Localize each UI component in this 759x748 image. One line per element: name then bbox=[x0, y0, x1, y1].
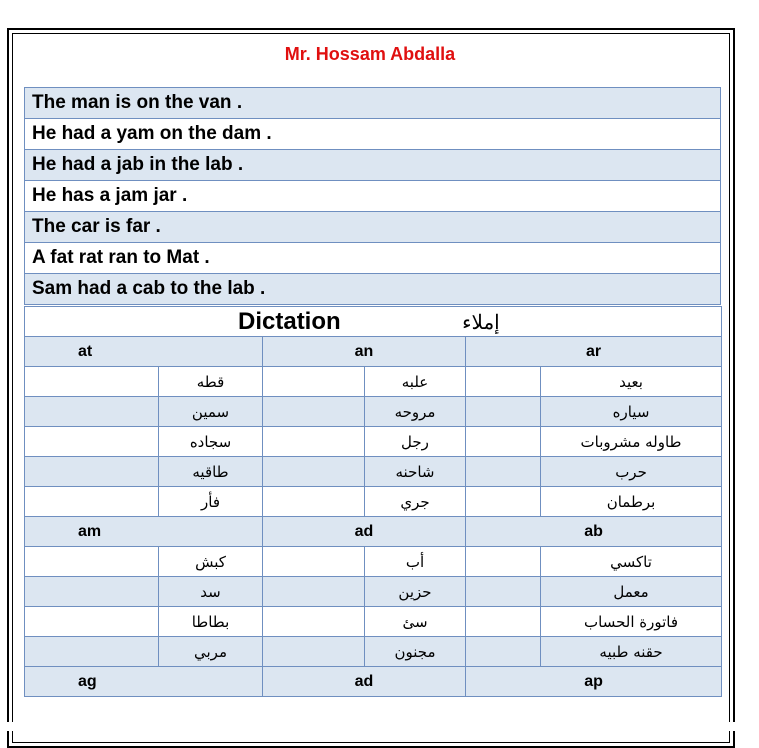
group-header-3: ab bbox=[466, 517, 722, 547]
sentence-text: Sam had a cab to the lab . bbox=[25, 274, 721, 305]
group-header-1: am bbox=[25, 517, 263, 547]
arabic-word: طاوله مشروبات bbox=[541, 427, 722, 457]
dictation-table bbox=[24, 306, 722, 697]
sentence-row bbox=[25, 274, 721, 305]
arabic-word: كبش bbox=[159, 547, 263, 577]
arabic-word: رجل bbox=[365, 427, 466, 457]
answer-cell bbox=[25, 607, 159, 637]
answer-cell bbox=[25, 577, 159, 607]
word-row bbox=[25, 547, 722, 577]
answer-cell bbox=[263, 547, 365, 577]
answer-cell bbox=[25, 547, 159, 577]
arabic-word: سجاده bbox=[159, 427, 263, 457]
answer-cell bbox=[263, 427, 365, 457]
dictation-title: Dictation bbox=[238, 307, 341, 335]
answer-cell bbox=[466, 457, 541, 487]
arabic-word: سد bbox=[159, 577, 263, 607]
arabic-word: طاقيه bbox=[159, 457, 263, 487]
dictation-title-cell bbox=[25, 307, 722, 337]
group-header-row bbox=[25, 667, 722, 697]
group-header-2: an bbox=[263, 337, 466, 367]
answer-cell bbox=[466, 487, 541, 517]
arabic-word: فاتورة الحساب bbox=[541, 607, 722, 637]
word-row bbox=[25, 487, 722, 517]
arabic-word: شاحنه bbox=[365, 457, 466, 487]
answer-cell bbox=[466, 397, 541, 427]
arabic-word: مروحه bbox=[365, 397, 466, 427]
arabic-word: بعيد bbox=[541, 367, 722, 397]
group-header-2: ad bbox=[263, 667, 466, 697]
word-row bbox=[25, 397, 722, 427]
group-header-1: at bbox=[25, 337, 263, 367]
arabic-word: سئ bbox=[365, 607, 466, 637]
arabic-word: سياره bbox=[541, 397, 722, 427]
sentence-row bbox=[25, 212, 721, 243]
answer-cell bbox=[25, 427, 159, 457]
arabic-word: برطمان bbox=[541, 487, 722, 517]
arabic-word: تاكسي bbox=[541, 547, 722, 577]
arabic-word: معمل bbox=[541, 577, 722, 607]
answer-cell bbox=[466, 637, 541, 667]
sentences-table bbox=[24, 87, 721, 305]
word-row bbox=[25, 637, 722, 667]
word-row bbox=[25, 457, 722, 487]
arabic-word: حرب bbox=[541, 457, 722, 487]
answer-cell bbox=[263, 397, 365, 427]
answer-cell bbox=[466, 427, 541, 457]
word-row bbox=[25, 367, 722, 397]
sentence-text: He had a jab in the lab . bbox=[25, 150, 721, 181]
answer-cell bbox=[263, 577, 365, 607]
arabic-word: علبه bbox=[365, 367, 466, 397]
sentence-row bbox=[25, 150, 721, 181]
answer-cell bbox=[25, 397, 159, 427]
arabic-word: قطه bbox=[159, 367, 263, 397]
sentence-row bbox=[25, 181, 721, 212]
answer-cell bbox=[466, 607, 541, 637]
answer-cell bbox=[263, 607, 365, 637]
group-header-3: ar bbox=[466, 337, 722, 367]
arabic-word: مجنون bbox=[365, 637, 466, 667]
answer-cell bbox=[263, 637, 365, 667]
sentence-text: The car is far . bbox=[25, 212, 721, 243]
answer-cell bbox=[466, 547, 541, 577]
sentence-row bbox=[25, 119, 721, 150]
answer-cell bbox=[466, 577, 541, 607]
sentence-text: A fat rat ran to Mat . bbox=[25, 243, 721, 274]
arabic-word: بطاطا bbox=[159, 607, 263, 637]
answer-cell bbox=[25, 487, 159, 517]
group-header-3: ap bbox=[466, 667, 722, 697]
arabic-word: حقنه طبيه bbox=[541, 637, 722, 667]
word-row bbox=[25, 607, 722, 637]
answer-cell bbox=[25, 367, 159, 397]
arabic-word: جري bbox=[365, 487, 466, 517]
dictation-title-row bbox=[25, 307, 722, 337]
arabic-word: فأر bbox=[159, 487, 263, 517]
word-row bbox=[25, 577, 722, 607]
group-header-2: ad bbox=[263, 517, 466, 547]
arabic-word: أب bbox=[365, 547, 466, 577]
answer-cell bbox=[263, 367, 365, 397]
group-header-row bbox=[25, 517, 722, 547]
answer-cell bbox=[25, 457, 159, 487]
arabic-word: مربي bbox=[159, 637, 263, 667]
sentence-row bbox=[25, 88, 721, 119]
sentence-text: The man is on the van . bbox=[25, 88, 721, 119]
answer-cell bbox=[263, 487, 365, 517]
page-title: Mr. Hossam Abdalla bbox=[284, 44, 456, 64]
page-cut-edge bbox=[0, 722, 759, 731]
group-header-1: ag bbox=[25, 667, 263, 697]
sentence-row bbox=[25, 243, 721, 274]
arabic-word: سمين bbox=[159, 397, 263, 427]
dictation-title-arabic: إملاء bbox=[462, 311, 500, 334]
word-row bbox=[25, 427, 722, 457]
sentence-text: He has a jam jar . bbox=[25, 181, 721, 212]
answer-cell bbox=[263, 457, 365, 487]
sentence-text: He had a yam on the dam . bbox=[25, 119, 721, 150]
group-header-row bbox=[25, 337, 722, 367]
arabic-word: حزين bbox=[365, 577, 466, 607]
answer-cell bbox=[25, 637, 159, 667]
answer-cell bbox=[466, 367, 541, 397]
